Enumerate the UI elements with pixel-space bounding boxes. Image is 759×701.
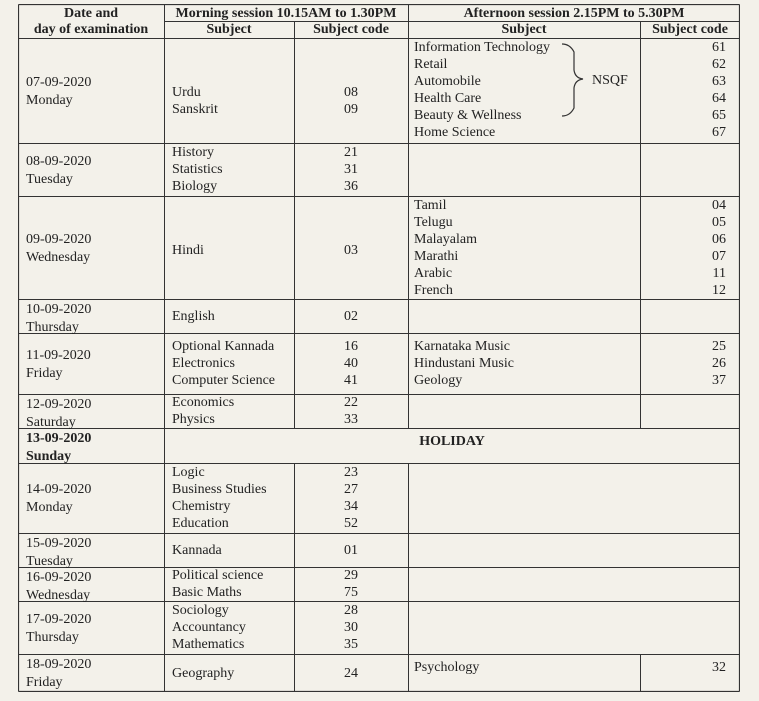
afternoon-code: 62 bbox=[712, 57, 726, 72]
exam-day: Wednesday bbox=[26, 588, 91, 603]
morning-subject: Kannada bbox=[172, 543, 222, 558]
afternoon-subject: French bbox=[414, 283, 453, 298]
morning-code: 22 bbox=[344, 395, 358, 410]
exam-day: Tuesday bbox=[26, 554, 73, 569]
exam-day: Tuesday bbox=[26, 172, 73, 187]
exam-day: Sunday bbox=[26, 449, 72, 464]
afternoon-code: 65 bbox=[712, 108, 726, 123]
morning-subject: Optional Kannada bbox=[172, 339, 275, 354]
exam-date: 13-09-2020 bbox=[26, 431, 92, 446]
morning-subject: Education bbox=[172, 516, 229, 531]
morning-code: 24 bbox=[344, 666, 358, 681]
afternoon-subject: Health Care bbox=[414, 91, 482, 106]
header-afternoon: Afternoon session 2.15PM to 5.30PM bbox=[463, 6, 685, 21]
header-morning-subject: Subject bbox=[206, 22, 252, 37]
afternoon-code: 07 bbox=[712, 249, 726, 264]
afternoon-subject: Home Science bbox=[414, 125, 496, 140]
morning-subject: English bbox=[172, 309, 215, 324]
afternoon-subject: Automobile bbox=[414, 74, 481, 89]
header-morning: Morning session 10.15AM to 1.30PM bbox=[175, 6, 397, 21]
morning-code: 75 bbox=[344, 585, 358, 600]
header-date: Date and bbox=[63, 6, 119, 21]
exam-day: Friday bbox=[26, 675, 63, 690]
morning-subject: Biology bbox=[172, 179, 218, 194]
morning-subject: Sanskrit bbox=[172, 102, 218, 117]
afternoon-code: 04 bbox=[712, 198, 726, 213]
exam-date: 08-09-2020 bbox=[26, 154, 92, 169]
exam-date: 10-09-2020 bbox=[26, 302, 92, 317]
afternoon-subject: Hindustani Music bbox=[414, 356, 514, 371]
morning-code: 27 bbox=[344, 482, 358, 497]
afternoon-code: 63 bbox=[712, 74, 726, 89]
morning-code: 36 bbox=[344, 179, 358, 194]
afternoon-subject: Tamil bbox=[414, 198, 447, 213]
exam-day: Monday bbox=[26, 93, 73, 108]
morning-code: 03 bbox=[344, 243, 358, 258]
morning-code: 31 bbox=[344, 162, 358, 177]
afternoon-subject: Information Technology bbox=[414, 40, 551, 55]
exam-date: 15-09-2020 bbox=[26, 536, 92, 551]
morning-subject: Electronics bbox=[172, 356, 235, 371]
afternoon-code: 11 bbox=[712, 266, 726, 281]
exam-date: 14-09-2020 bbox=[26, 482, 92, 497]
afternoon-subject: Geology bbox=[414, 373, 463, 388]
morning-subject: Urdu bbox=[172, 85, 201, 100]
morning-subject: Logic bbox=[172, 465, 205, 480]
nsqf-label: NSQF bbox=[592, 73, 628, 88]
morning-code: 01 bbox=[344, 543, 358, 558]
exam-date: 16-09-2020 bbox=[26, 570, 92, 585]
morning-subject: Physics bbox=[172, 412, 215, 427]
afternoon-code: 37 bbox=[712, 373, 726, 388]
morning-subject: Accountancy bbox=[172, 620, 246, 635]
afternoon-subject: Arabic bbox=[414, 266, 453, 281]
exam-date: 11-09-2020 bbox=[26, 348, 91, 363]
afternoon-subject: Telugu bbox=[414, 215, 453, 230]
exam-day: Thursday bbox=[26, 630, 79, 645]
exam-day: Monday bbox=[26, 500, 73, 515]
morning-subject: Economics bbox=[172, 395, 235, 410]
morning-code: 02 bbox=[344, 309, 358, 324]
morning-code: 41 bbox=[344, 373, 358, 388]
afternoon-subject: Marathi bbox=[414, 249, 459, 264]
morning-code: 09 bbox=[344, 102, 358, 117]
afternoon-subject: Karnataka Music bbox=[414, 339, 511, 354]
morning-subject: Geography bbox=[172, 666, 235, 681]
morning-code: 16 bbox=[344, 339, 358, 354]
morning-subject: Political science bbox=[172, 568, 264, 583]
morning-code: 29 bbox=[344, 568, 358, 583]
afternoon-code: 06 bbox=[712, 232, 726, 247]
morning-subject: Basic Maths bbox=[172, 585, 242, 600]
exam-day: Thursday bbox=[26, 320, 79, 335]
afternoon-code: 26 bbox=[712, 356, 726, 371]
header-date-day: day of examination bbox=[33, 22, 149, 37]
exam-date: 18-09-2020 bbox=[26, 657, 92, 672]
exam-date: 09-09-2020 bbox=[26, 232, 92, 247]
exam-date: 17-09-2020 bbox=[26, 612, 92, 627]
morning-code: 28 bbox=[344, 603, 358, 618]
exam-day: Friday bbox=[26, 366, 63, 381]
nsqf-brace-icon bbox=[562, 44, 583, 116]
header-afternoon-code: Subject code bbox=[652, 22, 728, 37]
afternoon-code: 12 bbox=[712, 283, 726, 298]
morning-code: 40 bbox=[344, 356, 358, 371]
morning-code: 21 bbox=[344, 145, 358, 160]
morning-code: 23 bbox=[344, 465, 358, 480]
afternoon-code: 05 bbox=[712, 215, 726, 230]
header-morning-code: Subject code bbox=[313, 22, 389, 37]
exam-day: Saturday bbox=[26, 415, 76, 430]
exam-date: 07-09-2020 bbox=[26, 75, 92, 90]
morning-code: 33 bbox=[344, 412, 358, 427]
morning-subject: Business Studies bbox=[172, 482, 267, 497]
afternoon-code: 61 bbox=[712, 40, 726, 55]
morning-subject: Sociology bbox=[172, 603, 229, 618]
morning-code: 35 bbox=[344, 637, 358, 652]
afternoon-code: 64 bbox=[712, 91, 726, 106]
afternoon-code: 32 bbox=[712, 660, 726, 675]
morning-subject: Hindi bbox=[172, 243, 204, 258]
morning-code: 08 bbox=[344, 85, 358, 100]
morning-code: 30 bbox=[344, 620, 358, 635]
exam-day: Wednesday bbox=[26, 250, 91, 265]
morning-subject: Computer Science bbox=[172, 373, 276, 388]
holiday-label: HOLIDAY bbox=[419, 434, 485, 449]
header-afternoon-subject: Subject bbox=[501, 22, 547, 37]
morning-subject: Mathematics bbox=[172, 637, 245, 652]
exam-date: 12-09-2020 bbox=[26, 397, 92, 412]
morning-subject: Statistics bbox=[172, 162, 223, 177]
afternoon-code: 25 bbox=[712, 339, 726, 354]
afternoon-subject: Retail bbox=[414, 57, 448, 72]
timetable-sheet bbox=[18, 4, 740, 692]
morning-code: 52 bbox=[344, 516, 358, 531]
afternoon-code: 67 bbox=[712, 125, 726, 140]
afternoon-subject: Malayalam bbox=[414, 232, 477, 247]
morning-code: 34 bbox=[344, 499, 358, 514]
morning-subject: History bbox=[172, 145, 214, 160]
afternoon-subject: Psychology bbox=[414, 660, 480, 675]
morning-subject: Chemistry bbox=[172, 499, 231, 514]
afternoon-subject: Beauty & Wellness bbox=[414, 108, 522, 123]
